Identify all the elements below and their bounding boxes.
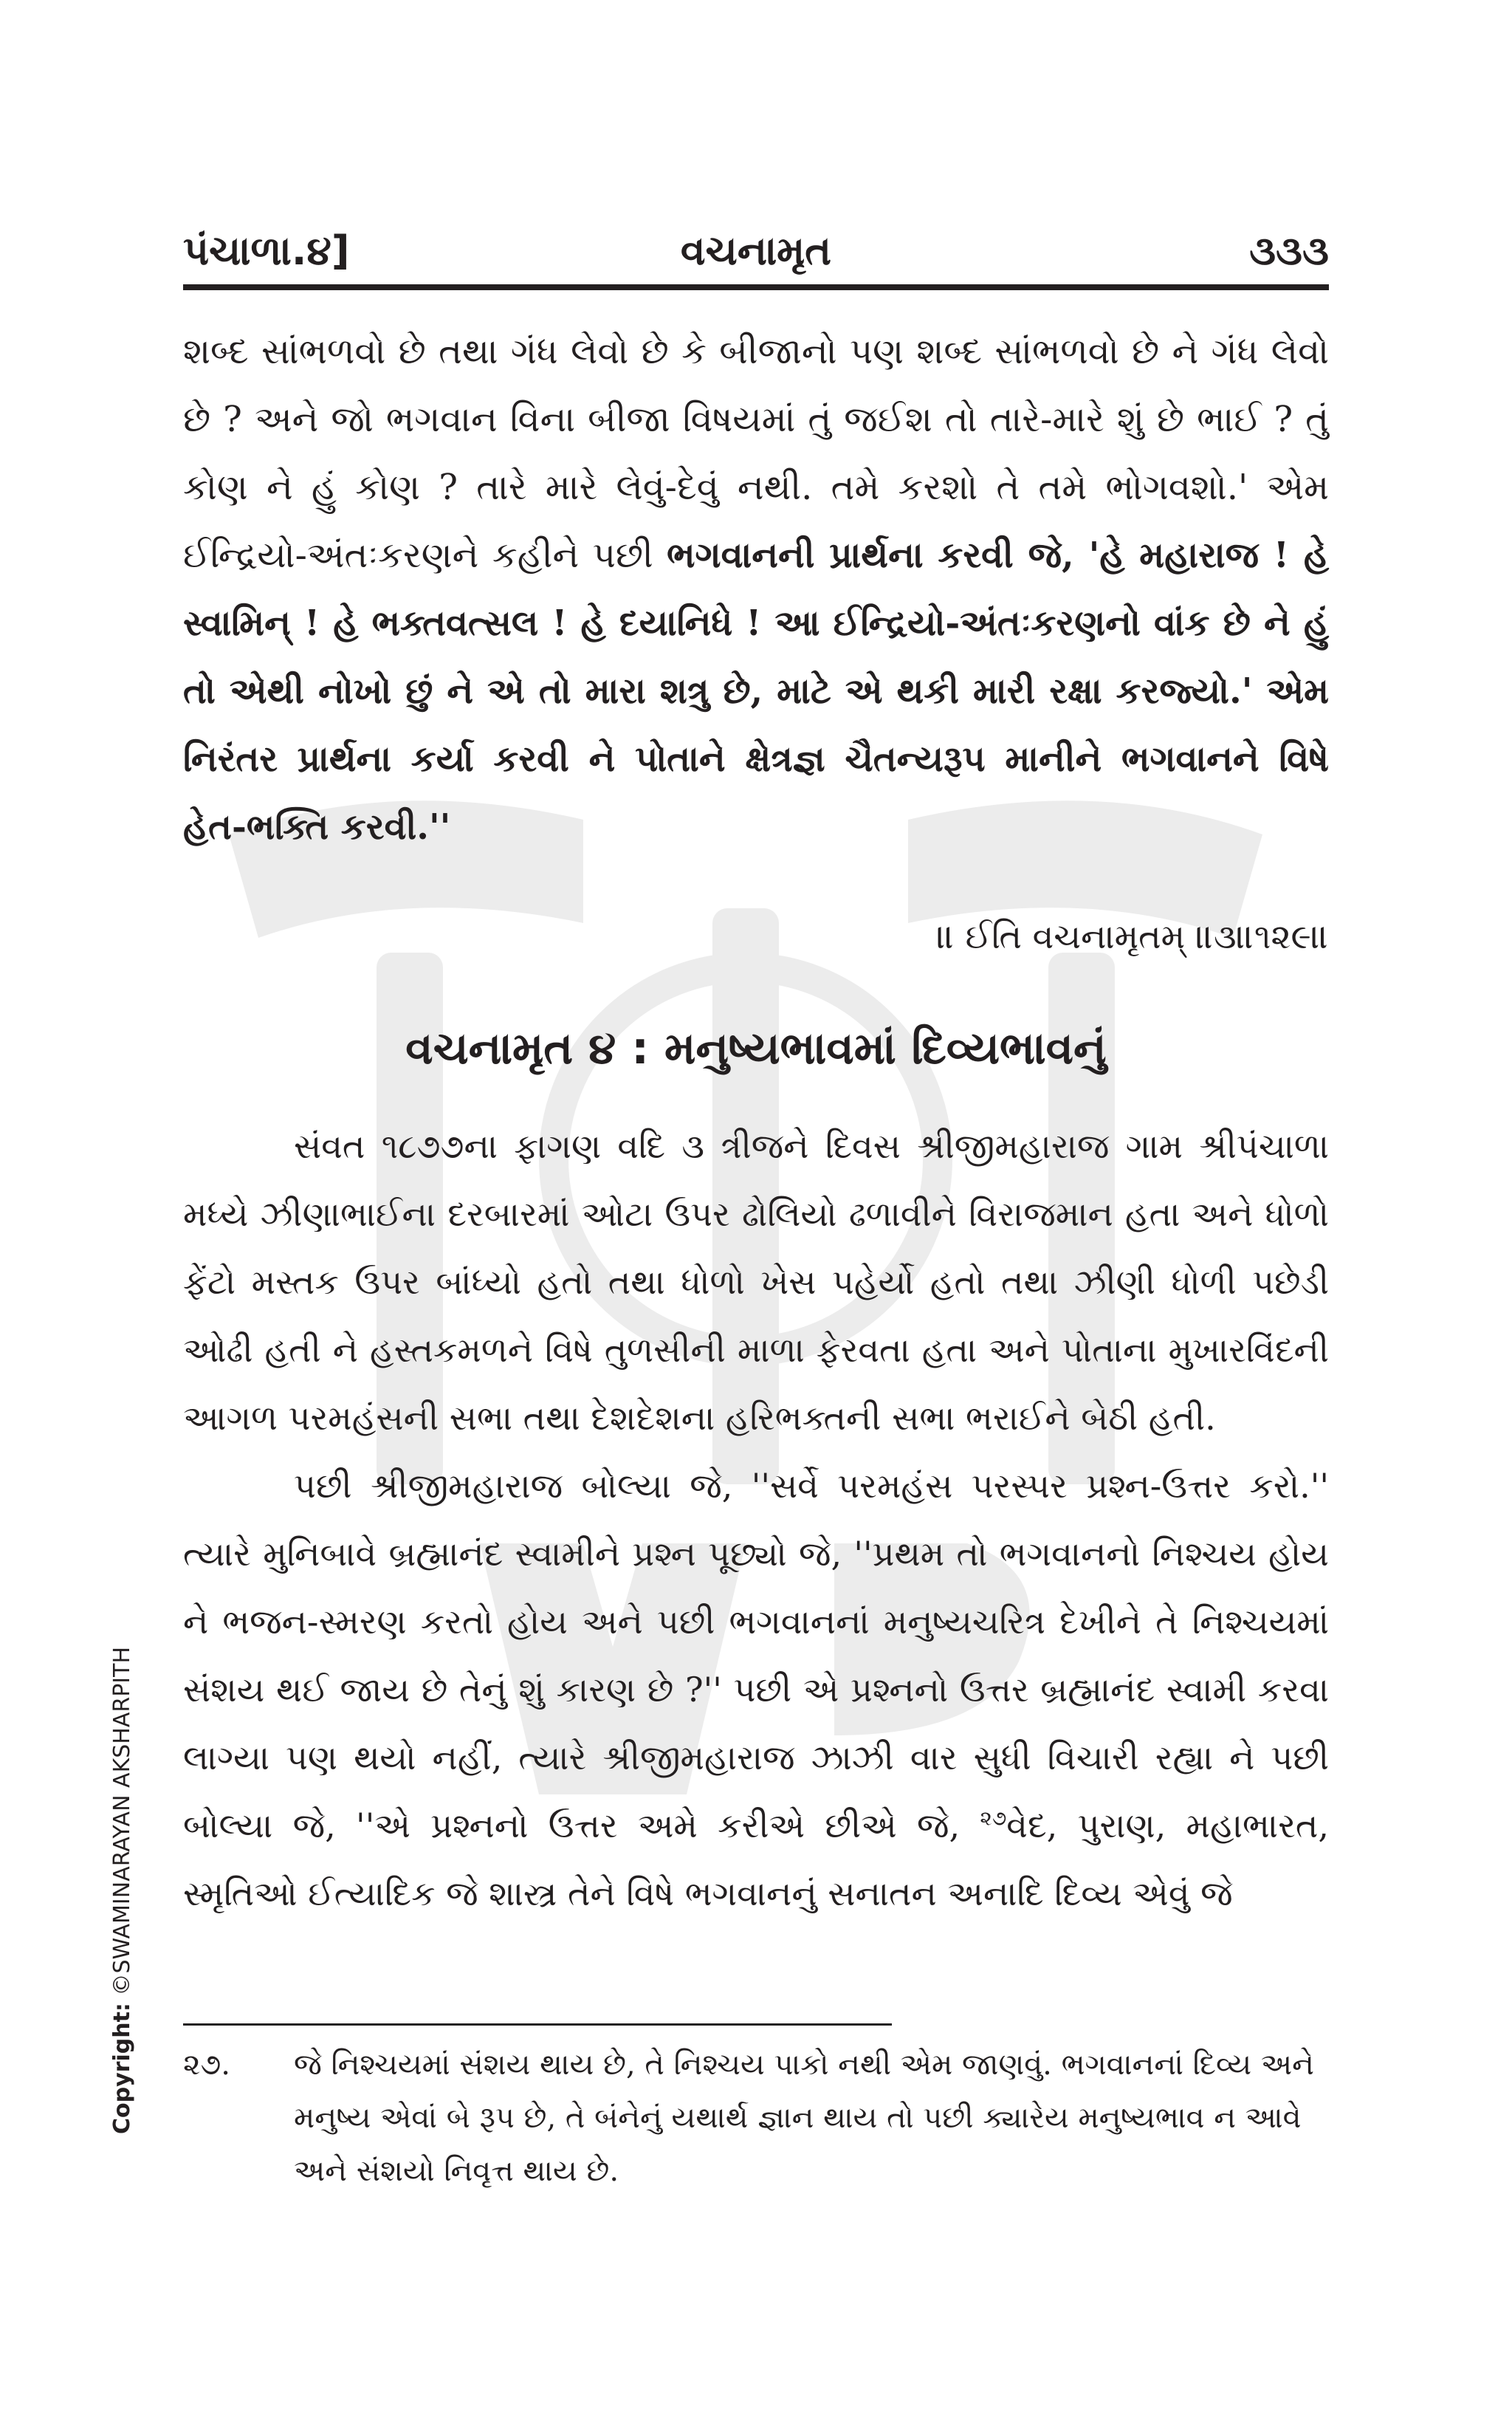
copyright-label: Copyright: bbox=[109, 2003, 135, 2134]
continuation-bold: ભગવાનની પ્રાર્થના કરવી જે, 'હે મહારાજ ! હે સ્વામિન્ ! હે ભક્તવત્સલ ! હે દયાનિધે ! આ ઈન્દ્રિયો-અંતઃકરણનો વાંક છે ને હું તો એથી નોખો છું ને એ તો મારા શત્રુ છે, માટે એ થકી મારી રક્ષા કરજ્યો.' એમ નિરંતર પ્રાર્થના કર્યા કરવી ને પોતાને ક્ષેત્રજ્ઞ ચૈતન્યરૂપ માનીને ભગવાનને વિષે હેત-ભક્તિ કરવી.'' bbox=[183, 535, 1329, 848]
section-heading: વચનામૃત ૪ : મનુષ્યભાવમાં દિવ્યભાવનું bbox=[405, 1023, 1107, 1074]
section-body bbox=[183, 1112, 1329, 1927]
footnote-rule bbox=[183, 2023, 892, 2026]
continuation-paragraph bbox=[183, 318, 1329, 861]
header-rule bbox=[183, 284, 1329, 290]
header-page-number: ૩૩૩ bbox=[1249, 227, 1329, 274]
copyright-notice bbox=[109, 1647, 135, 2134]
footnote bbox=[183, 2038, 1329, 2198]
footnote-number: ૨૭. bbox=[183, 2048, 230, 2082]
header-title: વચનામૃત bbox=[680, 227, 832, 274]
section-paragraph-1: સંવત ૧૮૭૭ના ફાગણ વદિ ૩ ત્રીજને દિવસ શ્રીજીમહારાજ ગામ શ્રીપંચાળા મધ્યે ઝીણાભાઈના દરબારમાં ઓટા ઉપર ઢોલિયો ઢળાવીને વિરાજમાન હતા અને ધોળો ફેંટો મસ્તક ઉપર બાંધ્યો હતો તથા ધોળો ખેસ પહેર્યો હતો તથા ઝીણી ધોળી પછેડી ઓઢી હતી ને હસ્તકમળને વિષે તુળસીની માળા ફેરવતા હતા અને પોતાના મુખારવિંદની આગળ પરમહંસની સભા તથા દેશદેશના હરિભક્તની સભા ભરાઈને બેઠી હતી. bbox=[183, 1126, 1329, 1438]
section-paragraph-2 bbox=[183, 1452, 1329, 1927]
closing-colophon: ॥ ઈતિ વચનામૃતમ્ ॥૩॥૧૨૯॥ bbox=[936, 916, 1329, 956]
paragraph-2-part-a: પછી શ્રીજીમહારાજ બોલ્યા જે, ''સર્વે પરમહંસ પરસ્પર પ્રશ્ન-ઉત્તર કરો.'' ત્યારે મુનિબાવે બ્રહ્માનંદ સ્વામીને પ્રશ્ન પૂછ્યો જે, ''પ્રથમ તો ભગવાનનો નિશ્ચય હોય ને ભજન-સ્મરણ કરતો હોય અને પછી ભગવાનનાં મનુષ્યચરિત્ર દેખીને તે નિશ્ચયમાં સંશય થઈ જાય છે તેનું શું કારણ છે ?'' પછી એ પ્રશ્નનો ઉત્તર બ્રહ્માનંદ સ્વામી કરવા લાગ્યા પણ થયો નહીં, ત્યારે શ્રીજીમહારાજ ઝાઝી વાર સુધી વિચારી રહ્યા ને પછી બોલ્યા જે, ''એ પ્રશ્નનો ઉત્તર અમે કરીએ છીએ જે, bbox=[183, 1466, 1329, 1845]
continuation-text bbox=[183, 318, 1329, 861]
running-header bbox=[183, 222, 1329, 281]
footnote-text: જે નિશ્ચયમાં સંશય થાય છે, તે નિશ્ચય પાકો નથી એમ જાણવું. ભગવાનનાં દિવ્ય અને મનુષ્ય એવાં બે રૂપ છે, તે બંનેનું યથાર્થ જ્ઞાન થાય તો પછી ક્યારેય મનુષ્યભાવ ન આવે અને સંશયો નિવૃત્ત થાય છે. bbox=[294, 2048, 1314, 2188]
copyright-holder: ©SWAMINARAYAN AKSHARPITH bbox=[109, 1646, 135, 1996]
continuation-plain: શબ્દ સાંભળવો છે તથા ગંધ લેવો છે કે બીજાનો પણ શબ્દ સાંભળવો છે ને ગંધ લેવો છે ? અને જો ભગવાન વિના બીજા વિષયમાં તું જઈશ તો તારે-મારે શું છે ભાઈ ? તું કોણ ને હું કોણ ? તારે મારે લેવું-દેવું નથી. તમે કરશો તે તમે ભોગવશો.' એમ ઈન્દ્રિયો-અંતઃકરણને કહીને પછી bbox=[183, 331, 1329, 576]
paragraph-2-part-b: વેદ, પુરાણ, મહાભારત, સ્મૃતિઓ ઈત્યાદિક જે શાસ્ત્ર તેને વિષે ભગવાનનું સનાતન અનાદિ દિવ્ય એવું જે bbox=[183, 1806, 1329, 1913]
footnote-marker[interactable]: ૨૭ bbox=[980, 1806, 1007, 1831]
header-chapter: પંચાળા.૪] bbox=[183, 227, 350, 274]
